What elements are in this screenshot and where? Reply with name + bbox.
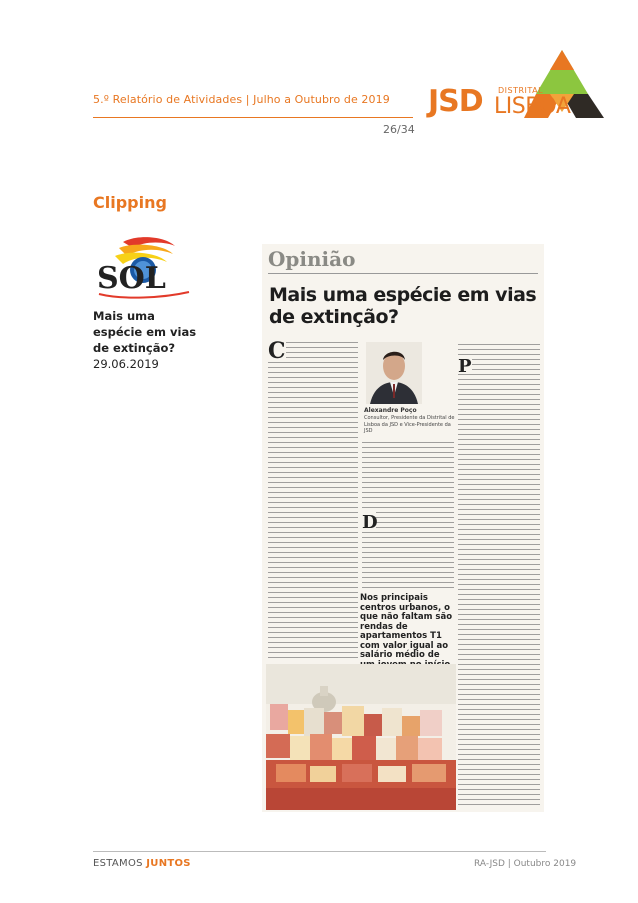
author-photo [366, 342, 422, 404]
jsd-lisboa-logo [428, 48, 608, 128]
sol-newspaper-logo [93, 236, 193, 300]
author-role: Consultor, Presidente da Distrital de Lisboa da JSD e Vice-Presidente da JSD [364, 415, 455, 434]
section-title: Clipping [93, 193, 167, 212]
page-number: 26/34 [383, 123, 415, 136]
pull-quote: Nos principais centros urbanos, o que não faltam são rendas de apartamentos T1 com valor igual ao salário médio de [360, 593, 453, 660]
footer-slogan-estamos: ESTAMOS [93, 858, 147, 869]
clipping-date: 29.06.2019 [93, 357, 159, 371]
logo-distrital-text: DISTRITAL [498, 86, 544, 95]
clipping-caption [93, 308, 203, 372]
logo-jsd-text: JSD [428, 84, 483, 119]
header-divider [93, 117, 413, 118]
clip-headline: Mais uma espécie em vias de extinção? [269, 284, 537, 328]
clip-section-label: Opinião [268, 247, 356, 271]
logo-lisboa-text: LISBOA [494, 94, 571, 119]
clipping-article-title: Mais uma espécie em vias de extinção? [93, 309, 197, 355]
lisbon-city-illustration [266, 664, 456, 810]
newspaper-clipping [262, 244, 544, 812]
dropcap-c: C [268, 338, 286, 364]
report-title: 5.º Relatório de Atividades | Julho a Outubro de 2019 [93, 93, 390, 106]
footer-divider [93, 851, 546, 852]
footer-document-ref: RA-JSD | Outubro 2019 [474, 859, 577, 869]
text-column-1 [268, 340, 358, 660]
sol-logo-text: SOL [97, 261, 166, 296]
footer-slogan-juntos: JUNTOS [146, 858, 191, 869]
footer-slogan [93, 858, 191, 869]
dropcap-p: P [458, 356, 472, 377]
dropcap-d: D [362, 512, 378, 533]
clip-section-rule [268, 273, 538, 274]
author-name: Alexandre Poço [364, 407, 417, 414]
text-column-3 [458, 342, 540, 808]
